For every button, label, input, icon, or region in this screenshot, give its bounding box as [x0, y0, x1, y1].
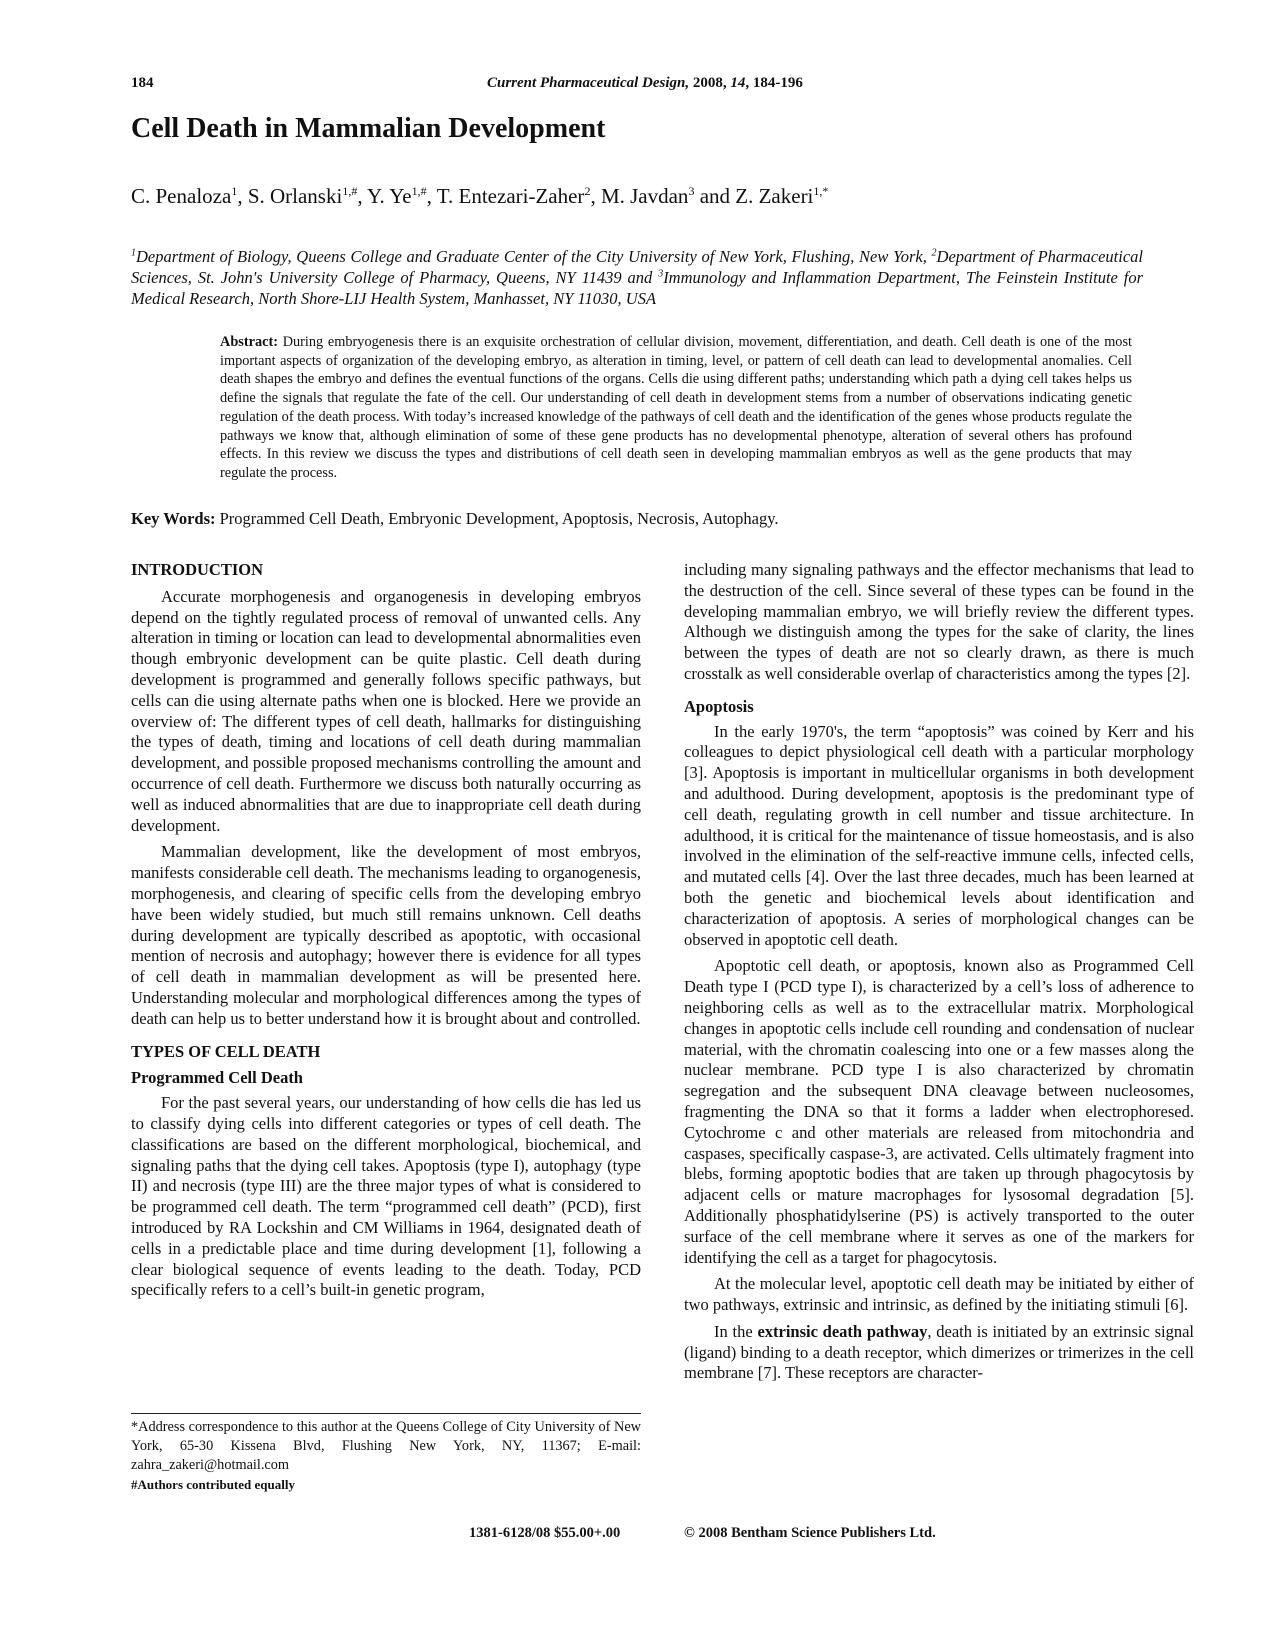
author-sup: 1,#: [342, 184, 358, 198]
author: M. Javdan: [600, 184, 689, 208]
author: C. Penaloza: [131, 184, 232, 208]
paragraph: Accurate morphogenesis and organogenesis in developing embryos depend on the tightly regulated process of removal of unwanted cells. Any alteration in timing or location can lead to developmental abnormalities even though embryonic development can be quite plastic. Cell death during development is programmed and generally follows specific pathways, but cells can die using alternate paths when one is blocked. Here we provide an overview of: The different types of cell death, hallmarks for distinguishing the types of death, timing and locations of cell death during mammalian development, and possible proposed mechanisms controlling the amount and occurrence of cell death. Furthermore we discuss both naturally occurring as well as induced abnormalities that are due to inappropriate cell death during development.: [131, 586, 641, 835]
footnote: [131, 1413, 641, 1494]
affil-sup: 1: [131, 247, 136, 259]
keywords-label: Key Words:: [131, 509, 216, 528]
subsection-heading: Programmed Cell Death: [131, 1068, 303, 1088]
author-sup: 1,*: [813, 184, 829, 198]
abstract: [220, 333, 1132, 483]
author-sup: 1,#: [411, 184, 427, 198]
author: S. Orlanski: [247, 184, 343, 208]
author-sup: 1: [231, 184, 238, 198]
right-column: [684, 560, 1194, 1390]
paragraph: [684, 1322, 1194, 1384]
left-column: [131, 560, 641, 1307]
section-heading: INTRODUCTION: [131, 560, 264, 579]
text-run: , death is initiated by an extrinsic signal (ligand) binding to a death receptor, which dimerizes or trimerizes in the cell membrane [7]. These receptors are character-: [684, 1321, 1194, 1383]
journal-pages: , 184-196: [745, 75, 803, 91]
page-number: 184: [131, 75, 154, 91]
paragraph: In the early 1970's, the term “apoptosis” was coined by Kerr and his colleagues to depict physiological cell death with a particular morphology [3]. Apoptosis is important in multicellular organisms in both development and adulthood. During development, apoptosis is the predominant type of cell death, regulating growth in cell number and tissue architecture. In adulthood, it is critical for the maintenance of tissue homeostasis, and is also involved in the elimination of the self-reactive immune cells, infected cells, and mutated cells [4]. Over the last three decades, much has been learned at both the genetic and biochemical levels about identification and characterization of apoptosis. A series of morphological changes can be observed in apoptotic cell death.: [684, 721, 1194, 949]
affil-sup: 3: [658, 268, 664, 280]
author-sup: 2: [584, 184, 591, 198]
abstract-label: Abstract:: [220, 334, 278, 350]
section-heading: TYPES OF CELL DEATH: [131, 1041, 321, 1061]
paper-title: Cell Death in Mammalian Development: [131, 113, 606, 144]
author-sep: ,: [237, 184, 248, 208]
affil-sup: 2: [931, 247, 937, 259]
paragraph: including many signaling pathways and the effector mechanisms that lead to the destruction of the cell. Since several of these types can be found in the developing mammalian embryo, we will briefly review the different types. Although we distinguish among the types for the sake of clarity, the lines between the types of death are not so clearly drawn, as there is much crosstalk as well considerable overlap of characteristics among the types [2].: [684, 560, 1194, 683]
copyright: © 2008 Bentham Science Publishers Ltd.: [684, 1525, 936, 1541]
affiliation-3: Immunology and Inflammation Department, The Feinstein Institute for Medical Research, North Shore-LIJ Health System, Manhasset, NY 11030, USA: [131, 268, 1143, 308]
bold-term: extrinsic death pathway: [757, 1321, 928, 1341]
journal-year: 2008,: [689, 75, 731, 91]
paragraph: For the past several years, our understanding of how cells die has led us to classify dying cells into different categories or types of cell death. The classifications are based on the different morphological, biochemical, and signaling paths that the dying cell takes. Apoptosis (type I), autophagy (type II) and necrosis (type III) are the three major types of what is considered to be programmed cell death. The term “programmed cell death” (PCD), first introduced by RA Lockshin and CM Williams in 1964, designated death of cells in a predictable place and time during development [1], following a clear biological sequence of events leading to the death. Today, PCD specifically refers to a cell’s built-in genetic program,: [131, 1093, 641, 1300]
paragraph: Apoptotic cell death, or apoptosis, known also as Programmed Cell Death type I (PCD type I), is characterized by a cell’s loss of adherence to neighboring cells as well as to the extracellular matrix. Morphological changes in apoptotic cells include cell rounding and condensation of nuclear material, with the chromatin coalescing into one or a few masses along the nuclear membrane. PCD type I is also characterized by chromatin segregation and the subsequent DNA cleavage between nucleosomes, fragmenting the DNA so that it forms a ladder when electrophoresed. Cytochrome c and other materials are released from mitochondria and caspases, specifically caspase-3, are activated. Cells ultimately fragment into blebs, forming apoptotic bodies that are taken up through phagocytosis by adjacent cells or mature macrophages for lysosomal degradation [5]. Additionally phosphatidylserine (PS) is actively transported to the outer surface of the cell membrane where it serves as one of the markers for identifying the cell as a target for phagocytosis.: [684, 956, 1194, 1267]
issn-price: 1381-6128/08 $55.00+.00: [469, 1525, 621, 1541]
author-sup: 3: [688, 184, 695, 198]
author: Y. Ye: [367, 184, 412, 208]
keywords-text: Programmed Cell Death, Embryonic Development, Apoptosis, Necrosis, Autophagy.: [215, 509, 779, 528]
correspondence-address: *Address correspondence to this author at the Queens College of City University of New York, 65-30 Kissena Blvd, Flushing New York, NY, 11367; E-mail: zahra_zakeri@hotmail.com: [131, 1419, 641, 1473]
subsection-heading: Apoptosis: [684, 696, 754, 716]
paragraph: At the molecular level, apoptotic cell death may be initiated by either of two pathways, extrinsic and intrinsic, as defined by the initiating stimuli [6].: [684, 1274, 1194, 1315]
paragraph: Mammalian development, like the development of most embryos, manifests considerable cell death. The mechanisms leading to organogenesis, morphogenesis, and clearing of specific cells from the developing embryo have been widely studied, but much still remains unknown. Cell deaths during development are typically described as apoptotic, with occasional mention of necrosis and autophagy; however there is evidence for all types of cell death in mammalian development as will be presented here. Understanding molecular and morphological differences among the types of death can help us to better understand how it is brought about and controlled.: [131, 842, 641, 1028]
equal-contribution-note: #Authors contributed equally: [131, 1477, 295, 1492]
author-sep: ,: [357, 184, 368, 208]
author: Z. Zakeri: [735, 184, 814, 208]
author-sep: ,: [426, 184, 437, 208]
text-run: In the: [714, 1321, 758, 1341]
affiliations: [131, 246, 1143, 309]
author-list: [131, 184, 828, 209]
keywords: [131, 509, 779, 529]
author-sep: and: [694, 184, 736, 208]
abstract-text: During embryogenesis there is an exquisite orchestration of cellular division, movement, differentiation, and death. Cell death is one of the most important aspects of organization of the developing embryo, as alteration in timing, level, or pattern of cell death can lead to developmental anomalies. Cell death shapes the embryo and defines the eventual functions of the organs. Cells die using different paths; understanding which path a dying cell takes helps us define the signals that regulate the fate of the cell. Our understanding of cell death in development stems from a number of observations indicating genetic regulation of the death process. With today’s increased knowledge of the pathways of cell death and the identification of the genes whose products regulate the pathways we know that, although elimination of some of these gene products has no developmental phenotype, alteration of several others has profound effects. In this review we discuss the types and distributions of cell death seen in developing mammalian embryos as well as the gene products that may regulate the process.: [220, 334, 1132, 481]
journal-volume: 14: [730, 75, 746, 91]
journal-name: Current Pharmaceutical Design,: [487, 75, 690, 91]
running-header: [487, 75, 803, 92]
affiliation-1: Department of Biology, Queens College and Graduate Center of the City University of New York, Flushing, New York,: [136, 247, 932, 266]
author: T. Entezari-Zaher: [436, 184, 585, 208]
affiliation-2: Department of Pharmaceutical Sciences, St. John's University College of Pharmacy, Queens, NY 11439 and: [131, 247, 1143, 287]
author-sep: ,: [590, 184, 601, 208]
